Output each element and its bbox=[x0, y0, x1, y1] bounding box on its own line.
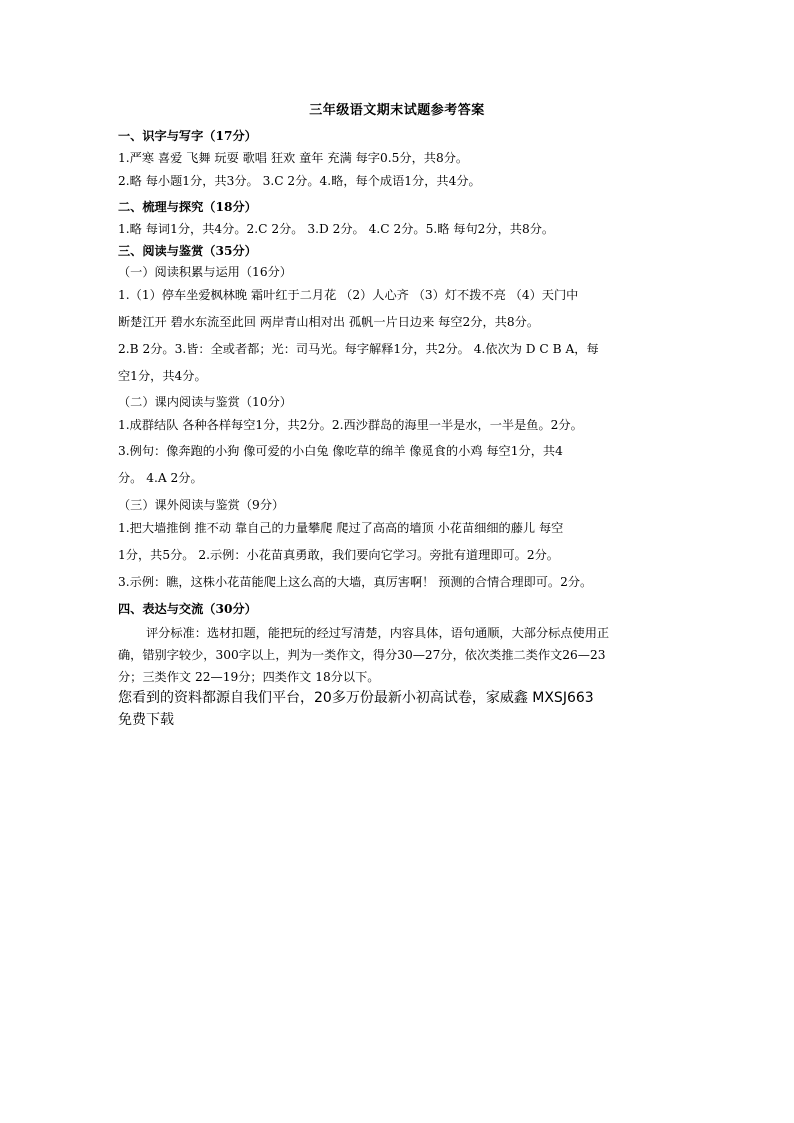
section-2-line-1: 1.略 每词1分，共4分。2.C 2分。 3.D 2分。 4.C 2分。5.略 每句2分，共8分。 bbox=[118, 222, 555, 236]
section-3-part-3-line-2: 1分，共5分。 2.示例：小花苗真勇敢，我们要向它学习。旁批有道理即可。2分。 bbox=[118, 548, 559, 562]
section-3-part-2-heading: （二）课内阅读与鉴赏（10分） bbox=[118, 395, 292, 409]
section-3-part-1-heading: （一）阅读积累与运用（16分） bbox=[118, 265, 292, 279]
section-1-line-2: 2.略 每小题1分，共3分。 3.C 2分。4.略，每个成语1分，共4分。 bbox=[118, 174, 481, 188]
promo-line-1: 您看到的资料都源自我们平台，20多万份最新小初高试卷，家威鑫 MXSJ663 bbox=[118, 690, 594, 706]
section-4-heading: 四、表达与交流（30分） bbox=[118, 602, 257, 616]
section-3-part-1-line-4: 空1分，共4分。 bbox=[118, 369, 207, 383]
section-3-part-1-line-2: 断楚江开 碧水东流至此回 两岸青山相对出 孤帆一片日边来 每空2分，共8分。 bbox=[118, 315, 540, 329]
promo-line-2: 免费下载 bbox=[118, 712, 174, 728]
section-3-part-3-line-3: 3.示例：瞧，这株小花苗能爬上这么高的大墙，真厉害啊！ 预测的合情合理即可。2分。 bbox=[118, 575, 593, 589]
section-3-part-1-line-1: 1.（1）停车坐爱枫林晚 霜叶红于二月花 （2）人心齐 （3）灯不拨不亮 （4）天门中 bbox=[118, 288, 579, 302]
section-3-part-1-line-3: 2.B 2分。3.皆：全或者都；光：司马光。每字解释1分，共2分。 4.依次为 D C B A，每 bbox=[118, 342, 599, 356]
section-4-line-2: 确，错别字较少，300字以上，判为一类作文，得分30—27分，依次类推二类作文26—23 bbox=[118, 648, 606, 662]
section-3-part-2-line-1: 1.成群结队 各种各样每空1分，共2分。2.西沙群岛的海里一半是水，一半是鱼。2分。 bbox=[118, 418, 583, 432]
section-3-part-2-line-3: 分。 4.A 2分。 bbox=[118, 471, 203, 485]
document-title: 三年级语文期末试题参考答案 bbox=[309, 103, 485, 118]
section-1-heading: 一、识字与写字（17分） bbox=[118, 129, 257, 143]
section-1-line-1: 1.严寒 喜爱 飞舞 玩耍 歌唱 狂欢 童年 充满 每字0.5分，共8分。 bbox=[118, 151, 469, 165]
section-4-line-1: 评分标准：选材扣题，能把玩的经过写清楚，内容具体，语句通顺，大部分标点使用正 bbox=[146, 626, 610, 640]
section-4-line-3: 分；三类作文 22—19分；四类作文 18分以下。 bbox=[118, 670, 380, 684]
section-3-part-3-line-1: 1.把大墙推倒 推不动 靠自己的力量攀爬 爬过了高高的墙顶 小花苗细细的藤儿 每空 bbox=[118, 521, 564, 535]
section-3-heading: 三、阅读与鉴赏（35分） bbox=[118, 244, 257, 258]
section-3-part-2-line-2: 3.例句：像奔跑的小狗 像可爱的小白兔 像吃草的绵羊 像觅食的小鸡 每空1分，共4 bbox=[118, 444, 563, 458]
section-3-part-3-heading: （三）课外阅读与鉴赏（9分） bbox=[118, 498, 285, 512]
section-2-heading: 二、梳理与探究（18分） bbox=[118, 200, 257, 214]
